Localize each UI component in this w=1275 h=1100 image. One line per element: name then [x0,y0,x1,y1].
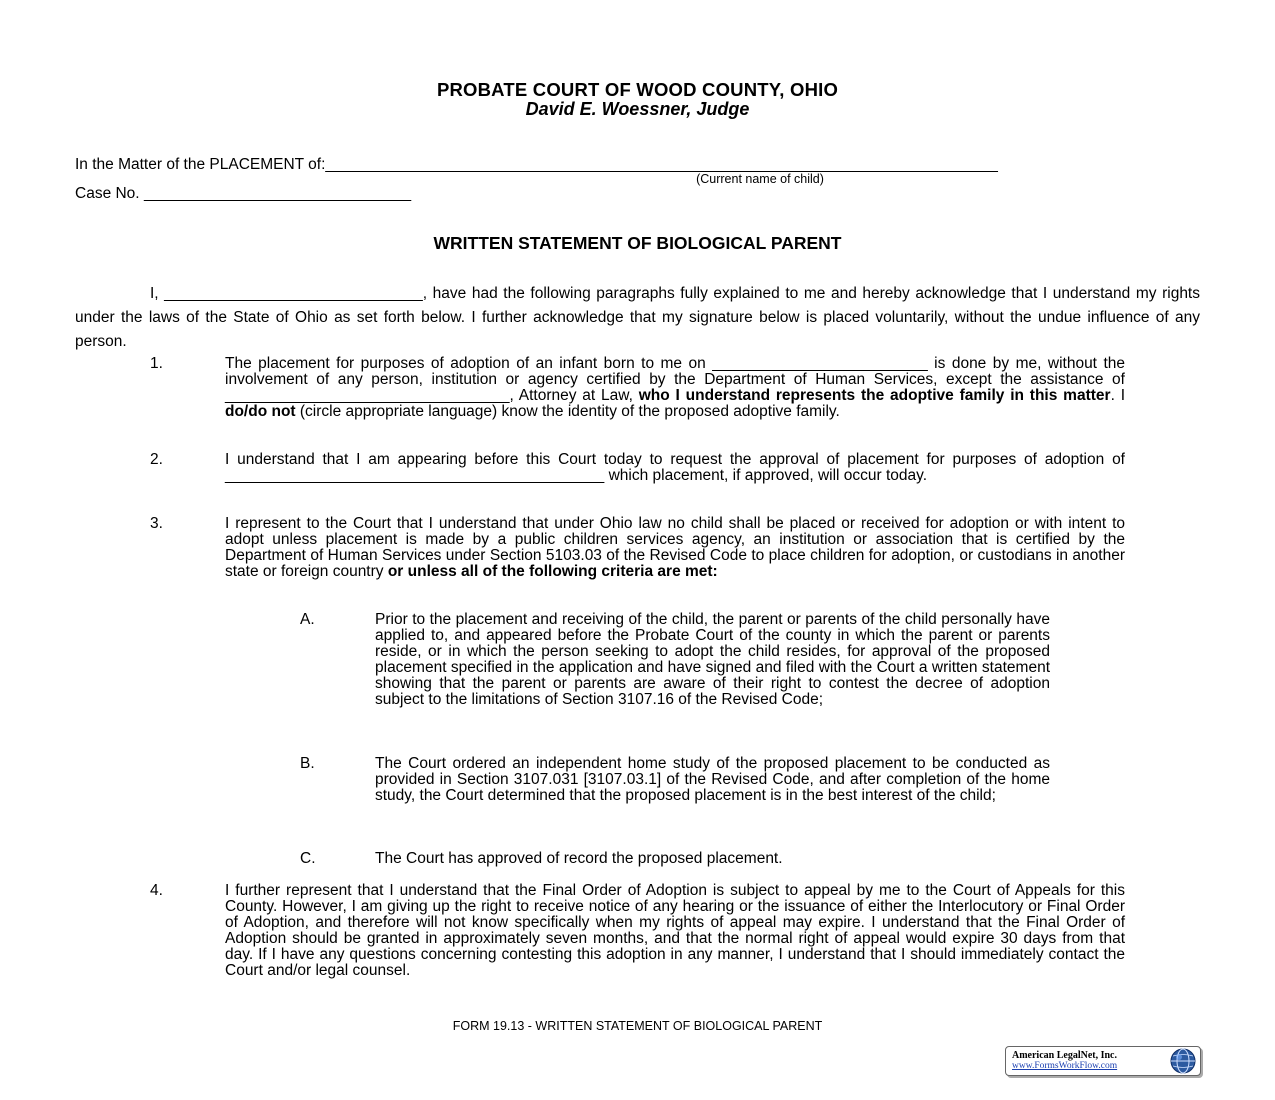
item-number: 1. [150,355,163,372]
criterion-c-text: The Court has approved of record the proposed placement. [375,850,783,867]
globe-icon [1170,1048,1196,1074]
form-footer: FORM 19.13 - WRITTEN STATEMENT OF BIOLOGICAL PARENT [452,1019,823,1033]
case-number-line [75,185,411,203]
criterion-a-text: Prior to the placement and receiving of the child, the parent or parents of the child personally have applied to, and appeared before the Probate Court of the county in which the parent or parents reside, or in which the person seeking to adopt the child resides, for approval of the proposed placement specified in the application and have signed and filed with the Court a written statement showing that the parent or parents are aware of their right to contest the decree of adoption subject to the limitations of Section 3107.16 of the Revised Code; [375,611,1050,708]
item-number: 4. [150,882,163,899]
item-1-choice: do/do not [225,403,296,420]
item-4-text: I further represent that I understand that the Final Order of Adoption is subject to appeal by me to the Court of Appeals for this County. However, I am giving up the right to receive notice of any hearing or the issuance of either the Interlocutory or Final Order of Adoption, and therefore will not know specifically when my rights of appeal may expire. I understand that the Final Order of Adoption should be granted in approximately seven months, and that the normal right of appeal would expire 30 days from that day. If I have any questions concerning contesting this adoption in any manner, I understand that I should immediately contact the Court and/or legal counsel. [225,882,1125,979]
intro-text: I, ______________________________, have had the following paragraphs fully explained to me and hereby acknowledge that I understand my rights under the laws of the State of Ohio as set forth below. I further acknowledge that my signature below is placed voluntarily, without the undue influence of any person. [75,285,1200,350]
item-1-part: The placement for purposes of adoption of an infant born to me on _________________________ is done by me, without the involvement of any person, institution or agency certified by the Department of Human Services, except the assistance of _________________________________, Attorney at Law, [225,355,1125,404]
item-1-bold: who I understand represents the adoptive family in this matter [638,387,1111,404]
intro-paragraph [75,282,1200,354]
case-number-label: Case No. [75,185,140,202]
item-3-text [225,516,1125,580]
child-name-field[interactable]: ______________________________________________________________________________ [325,156,998,173]
item-number: 3. [150,515,163,532]
criterion-letter: A. [300,611,315,628]
item-3-bold: or unless all of the following criteria are met: [387,563,718,580]
item-number: 2. [150,451,163,468]
form-title: WRITTEN STATEMENT OF BIOLOGICAL PARENT [433,233,842,253]
criterion-letter: C. [300,850,316,867]
badge-url-link[interactable]: www.FormsWorkFlow.com [1012,1061,1118,1071]
case-number-field[interactable]: _______________________________ [143,185,412,202]
criterion-letter: B. [300,755,315,772]
badge-company-name: American LegalNet, Inc. [1012,1050,1117,1061]
court-name: PROBATE COURT OF WOOD COUNTY, OHIO [436,79,839,100]
item-2-text: I understand that I am appearing before this Court today to request the approval of placement for purposes of adoption of ____________________________________________ which placement, if approved, will occur today. [225,451,1125,484]
item-3-part: I represent to the Court that I understand that under Ohio law no child shall be placed or received for adoption or with intent to adopt unless placement is made by a public children services agency, an institution or association that is certified by the Department of Human Services under Section 5103.03 of the Revised Code to place children for adoption, or custodians in another state or foreign country [225,515,1125,580]
criterion-b-text: The Court ordered an independent home study of the proposed placement to be conducted as provided in Section 3107.031 [3107.03.1] of the Revised Code, and after completion of the home study, the Court determined that the proposed placement is in the best interest of the child; [375,755,1050,804]
item-1-text [225,356,1125,420]
judge-name: David E. Woessner, Judge [525,99,750,119]
placement-label: In the Matter of the PLACEMENT of: [75,156,326,173]
item-1-part: (circle appropriate language) know the identity of the proposed adoptive family. [295,403,840,420]
child-name-caption: (Current name of child) [696,172,824,186]
item-1-part: . I [1110,387,1125,404]
legalnet-badge[interactable] [1005,1046,1201,1076]
